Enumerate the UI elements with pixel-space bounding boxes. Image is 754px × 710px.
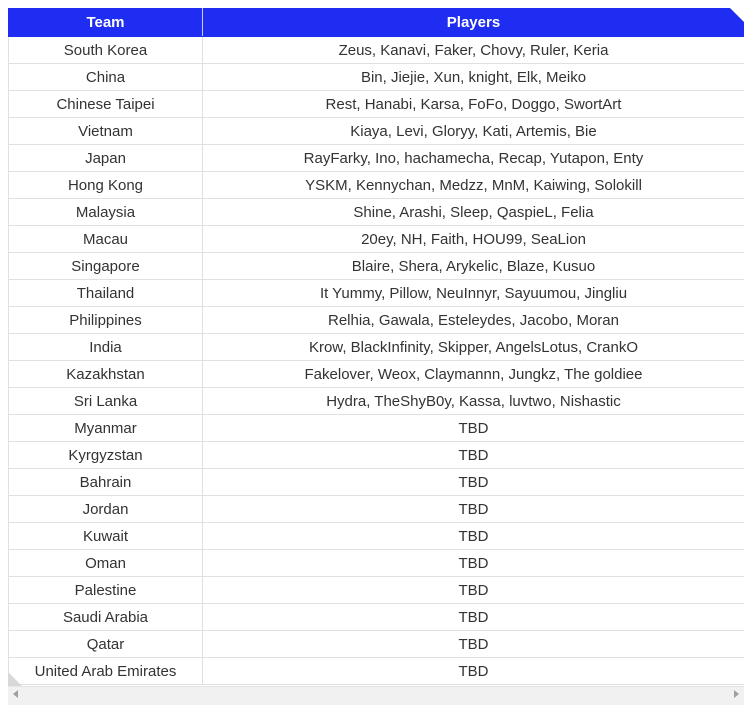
table-row bbox=[9, 415, 745, 442]
players-cell: TBD bbox=[203, 415, 745, 442]
players-cell: YSKM, Kennychan, Medzz, MnM, Kaiwing, Solokill bbox=[203, 172, 745, 199]
team-cell: Japan bbox=[9, 145, 203, 172]
table-row bbox=[9, 253, 745, 280]
team-cell: Vietnam bbox=[9, 118, 203, 145]
players-cell: Kiaya, Levi, Gloryy, Kati, Artemis, Bie bbox=[203, 118, 745, 145]
team-cell: Malaysia bbox=[9, 199, 203, 226]
horizontal-scrollbar[interactable] bbox=[8, 686, 744, 705]
players-cell: TBD bbox=[203, 469, 745, 496]
players-cell: Shine, Arashi, Sleep, QaspieL, Felia bbox=[203, 199, 745, 226]
players-cell: Bin, Jiejie, Xun, knight, Elk, Meiko bbox=[203, 64, 745, 91]
team-cell: Hong Kong bbox=[9, 172, 203, 199]
players-cell: RayFarky, Ino, hachamecha, Recap, Yutapon, Enty bbox=[203, 145, 745, 172]
players-cell: Fakelover, Weox, Claymannn, Jungkz, The goldiee bbox=[203, 361, 745, 388]
table-row bbox=[9, 172, 745, 199]
team-cell: Philippines bbox=[9, 307, 203, 334]
table-row bbox=[9, 388, 745, 415]
players-cell: TBD bbox=[203, 496, 745, 523]
team-cell: Chinese Taipei bbox=[9, 91, 203, 118]
players-cell: TBD bbox=[203, 577, 745, 604]
team-cell: Sri Lanka bbox=[9, 388, 203, 415]
table-row bbox=[9, 469, 745, 496]
table-row bbox=[9, 523, 745, 550]
team-column-header: Team bbox=[9, 9, 203, 37]
players-cell: Zeus, Kanavi, Faker, Chovy, Ruler, Keria bbox=[203, 37, 745, 64]
players-cell: TBD bbox=[203, 442, 745, 469]
table-row bbox=[9, 334, 745, 361]
players-column-header: Players bbox=[203, 9, 745, 37]
table-row bbox=[9, 658, 745, 685]
table-row bbox=[9, 307, 745, 334]
team-cell: Saudi Arabia bbox=[9, 604, 203, 631]
table-row bbox=[9, 64, 745, 91]
players-cell: 20ey, NH, Faith, HOU99, SeaLion bbox=[203, 226, 745, 253]
team-cell: Singapore bbox=[9, 253, 203, 280]
team-cell: China bbox=[9, 64, 203, 91]
table-row bbox=[9, 442, 745, 469]
table-header-row bbox=[9, 9, 745, 37]
players-cell: TBD bbox=[203, 604, 745, 631]
players-cell: TBD bbox=[203, 550, 745, 577]
team-cell: Kuwait bbox=[9, 523, 203, 550]
team-cell: Bahrain bbox=[9, 469, 203, 496]
team-cell: Oman bbox=[9, 550, 203, 577]
table-row bbox=[9, 604, 745, 631]
table-corner-fold-top-right bbox=[730, 8, 744, 22]
teams-table-container bbox=[8, 8, 744, 686]
team-cell: South Korea bbox=[9, 37, 203, 64]
team-cell: Kyrgyzstan bbox=[9, 442, 203, 469]
table-row bbox=[9, 577, 745, 604]
table-row bbox=[9, 496, 745, 523]
team-cell: Thailand bbox=[9, 280, 203, 307]
table-row bbox=[9, 145, 745, 172]
players-cell: Blaire, Shera, Arykelic, Blaze, Kusuo bbox=[203, 253, 745, 280]
team-cell: United Arab Emirates bbox=[9, 658, 203, 685]
teams-table bbox=[8, 8, 744, 685]
scroll-right-arrow-icon[interactable] bbox=[734, 690, 739, 698]
table-row bbox=[9, 631, 745, 658]
table-row bbox=[9, 91, 745, 118]
team-cell: Qatar bbox=[9, 631, 203, 658]
table-row bbox=[9, 37, 745, 64]
table-row bbox=[9, 361, 745, 388]
table-row bbox=[9, 118, 745, 145]
table-row bbox=[9, 199, 745, 226]
scroll-left-arrow-icon[interactable] bbox=[13, 690, 18, 698]
table-row bbox=[9, 280, 745, 307]
players-cell: Rest, Hanabi, Karsa, FoFo, Doggo, SwortArt bbox=[203, 91, 745, 118]
players-cell: Hydra, TheShyB0y, Kassa, luvtwo, Nishastic bbox=[203, 388, 745, 415]
players-cell: It Yummy, Pillow, NeuInnyr, Sayuumou, Jingliu bbox=[203, 280, 745, 307]
players-cell: Krow, BlackInfinity, Skipper, AngelsLotus, CrankO bbox=[203, 334, 745, 361]
players-cell: TBD bbox=[203, 631, 745, 658]
team-cell: India bbox=[9, 334, 203, 361]
players-cell: TBD bbox=[203, 658, 745, 685]
team-cell: Myanmar bbox=[9, 415, 203, 442]
team-cell: Kazakhstan bbox=[9, 361, 203, 388]
team-cell: Jordan bbox=[9, 496, 203, 523]
players-cell: Relhia, Gawala, Esteleydes, Jacobo, Moran bbox=[203, 307, 745, 334]
table-corner-fold-bottom-left bbox=[8, 672, 22, 686]
team-cell: Palestine bbox=[9, 577, 203, 604]
table-row bbox=[9, 226, 745, 253]
team-cell: Macau bbox=[9, 226, 203, 253]
players-cell: TBD bbox=[203, 523, 745, 550]
table-row bbox=[9, 550, 745, 577]
